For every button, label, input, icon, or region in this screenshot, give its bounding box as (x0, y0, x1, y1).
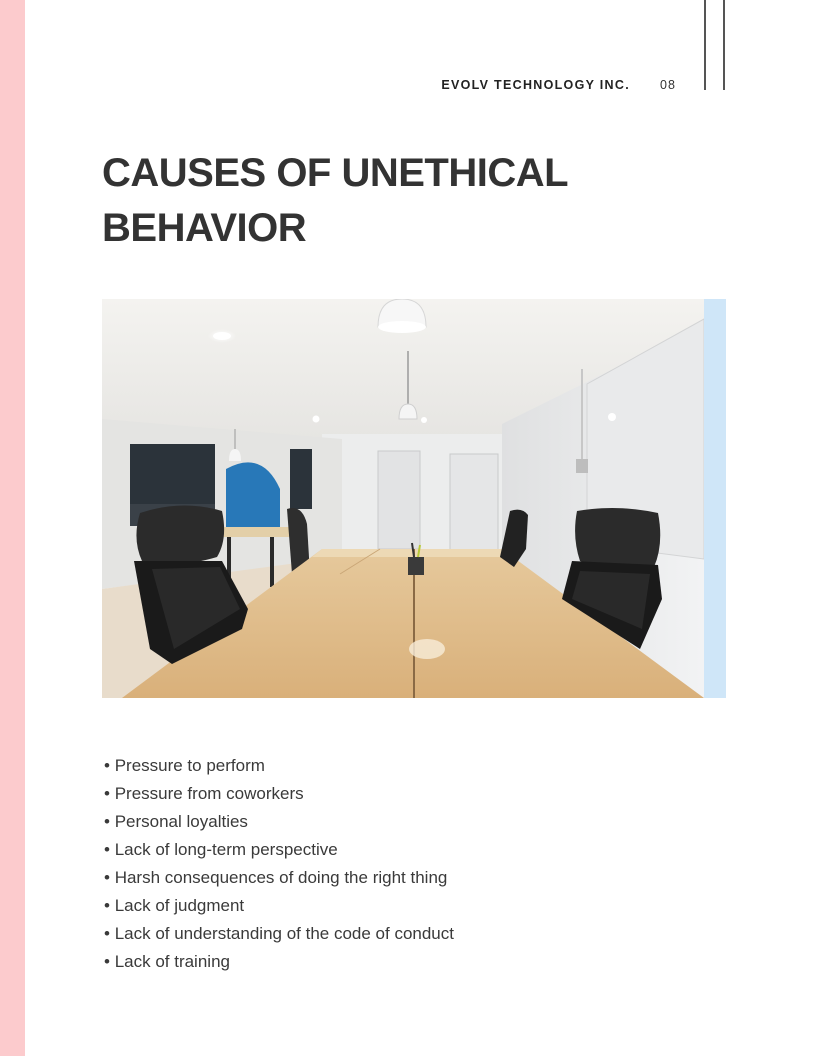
list-item: • Lack of long-term perspective (104, 836, 664, 864)
page-number: 08 (660, 78, 676, 92)
header-divider-line (723, 0, 725, 90)
page-title-line-1: CAUSES OF UNETHICAL (102, 151, 569, 195)
company-name: EVOLV TECHNOLOGY INC. (441, 78, 630, 92)
list-item: • Pressure from coworkers (104, 780, 664, 808)
list-item: • Lack of judgment (104, 892, 664, 920)
list-item: • Pressure to perform (104, 752, 664, 780)
photo-accent-bar (704, 299, 726, 698)
list-item: • Lack of understanding of the code of conduct (104, 920, 664, 948)
list-item: • Lack of training (104, 948, 664, 976)
left-accent-bar (0, 0, 25, 1056)
page-title-line-2: BEHAVIOR (102, 206, 307, 250)
header-divider-line (704, 0, 706, 90)
list-item: • Harsh consequences of doing the right thing (104, 864, 664, 892)
conference-room-photo (102, 299, 704, 698)
causes-list (104, 752, 664, 976)
list-item: • Personal loyalties (104, 808, 664, 836)
page-title (102, 146, 682, 256)
